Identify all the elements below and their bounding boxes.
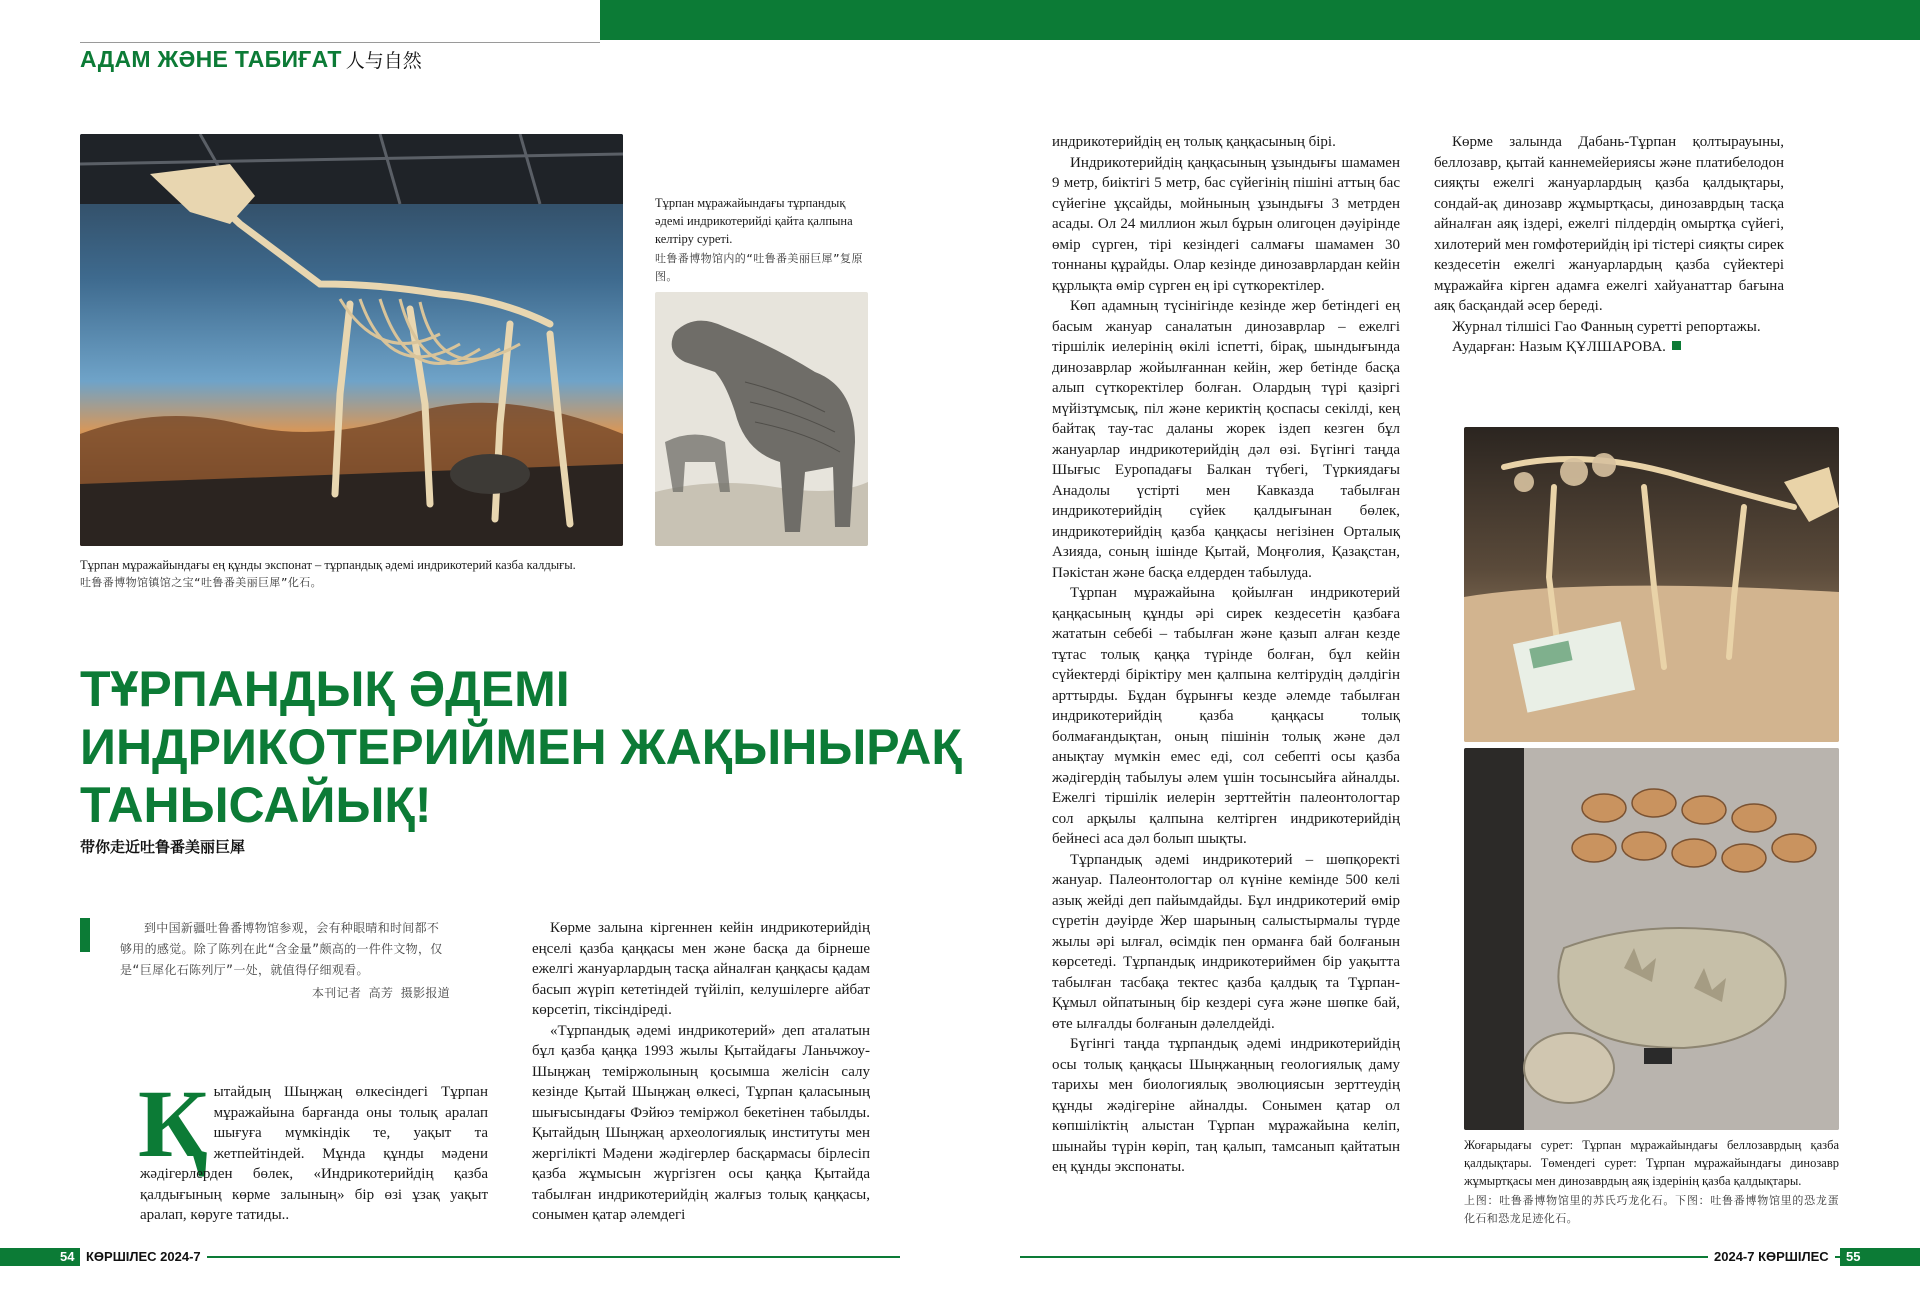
main-photo-caption-kz: Тұрпан мұражайындағы ең құнды экспонат – тұрпандық әдемі индрикотерий казба калдығы. xyxy=(80,558,576,572)
section-title-kz: АДАМ ЖӘНЕ ТАБИҒАТ xyxy=(80,46,342,72)
main-photo-caption xyxy=(80,556,640,592)
byline-cn: 本刊记者 高芳 摄影报道 xyxy=(311,986,450,1000)
body-paragraph: «Тұрпандық әдемі индрикотерий» деп аталатын бұл қазба қаңқа 1993 жылы Қытайдағы Ланьчжоу-Шыңжаң теміржолының қосымша желісін салу кезінде Қытай Шыңжаң өлкесі, Тұрпан қаласының шығысындағы Фэйюэ теміржол бекетінен табылды. Қытайдың Шыңжаң археологиялық институты мен жергілікті Мәдени жәдігерлер басқармасы бірлесіп қазба жұмысын жүргізген осы қаңқа Қытайда табылған индрикотерийдің жалғыз толық қаңқасы, сонымен қатар әлемдегі xyxy=(532,1022,870,1223)
body-paragraph xyxy=(1434,337,1784,358)
body-paragraph: Тұрпандық әдемі индрикотерий – шөпқоректі жануар. Палеонтологтар ол күніне кемінде 500 келі азық жейді деп пайымдайды. Бұл индрикотерий өмір сүретін дәуірде Жер шарының салыстырмалы түрде жылы әрі ылғал, өсімдік пен орманға бай болғанын көрсетеді. Тұрпандық индрикотериймен бір уақытта табылған тасбақа тектес қазба қалдық та Тұрпан-Құмыл ойпатының бір кездері суға және шөпке бай, өте ылғалды болғанын дәлелдейді. xyxy=(1052,851,1400,1032)
lead-accent-bar xyxy=(80,918,90,952)
body-paragraph: Көрме залына кіргеннен кейін индрикотерийдің еңселі қазба қаңқасы мен және басқа да бірнеше ежелгі жануарлардың тасқа айналған қаңқасы қадам басып жүріп кететіндей түйіліп, келушілерге айбат көрсетіп, тіксіндіреді. xyxy=(532,920,870,1018)
page-number-right: 55 xyxy=(1846,1249,1861,1264)
footer-right-label: 2024-7 КӨРШІЛЕС xyxy=(1708,1248,1835,1266)
section-header xyxy=(80,46,422,73)
body-paragraph: Бүгінгі таңда тұрпандық әдемі индрикотерийдің осы толық қаңқасы Шыңжаңның геологиялық даму тарихы мен биологиялық эволюциясын зерттеудің құнды жәдігеріне айналды. Сонымен қатар ол көпшіліктің алыстан Тұрпан мұражайына келіп, шынайы түрін көріп, таң қалып, тамсанып қайтатын ең құнды экспонаты. xyxy=(1052,1036,1400,1175)
article-title-line-2: ИНДРИКОТЕРИЙМЕН ЖАҚЫНЫРАҚ xyxy=(80,719,962,775)
lead-paragraph xyxy=(120,918,450,1004)
article-title-line-1: ТҰРПАНДЫҚ ӘДЕМІ xyxy=(80,661,570,717)
end-mark xyxy=(1672,341,1681,350)
body-column-2 xyxy=(532,918,870,1226)
body-column-3 xyxy=(1052,132,1400,1178)
section-title-cn: 人与自然 xyxy=(345,51,422,72)
illustration-caption-kz: Тұрпан мұражайындағы тұрпандық әдемі индрикотерийді қайта қалпына келтіру суреті. xyxy=(655,196,853,246)
lead-text-cn: 到中国新疆吐鲁番博物馆参观，会有种眼晴和时间都不够用的感觉。除了陈列在此“含金量”颇高的一件件文物，仅是“巨犀化石陈列厅”一处，就值得仔细观看。 xyxy=(120,921,443,977)
body-column-1 xyxy=(138,1070,488,1226)
body-text: ытайдың Шыңжаң өлкесіндегі Тұрпан мұражайына барғанда оны толық аралап шығуға мүмкіндік те, уақыт та жетпейтіндей. Мұнда құнды мәдени жәдігерлерден бөлек, «Индрикотерийдің қазба қалдығының көрме залының» бір өзі ұзақ уақыт аралап, көруге татиды.. xyxy=(140,1084,488,1223)
illustration-caption xyxy=(655,194,875,286)
drop-cap: Қ xyxy=(138,1070,208,1177)
article-subtitle-cn: 带你走近吐鲁番美丽巨犀 xyxy=(80,838,246,856)
body-column-4 xyxy=(1434,132,1784,358)
translator-credit: Аударған: Назым ҚҰЛШАРОВА. xyxy=(1452,339,1666,355)
top-green-bar xyxy=(600,0,1920,40)
article-title xyxy=(80,660,962,834)
body-paragraph: Тұрпан мұражайына қойылған индрикотерий қаңқасының құнды әрі сирек кездесетін қазбаға жататын себебі – табылған және қазып алған кезде тұтас толық қаңқа түрінде болған, бұл кейін сүйектерді біріктіру мен қалпына келтірудің дәлдігін арттырды. Бұдан бұрынғы кезде әлемде табылған индрикотерийдің қазба қаңқасы толық болмағандықтан, оның пішінін толық және дәл анықтау мүмкін емес еді, сол себепті осы қазба жәдігердің табылуы әлем үшін тосынсыйға айналды. Ежелгі тіршілік иелерін зерттейтін палеонтологтар сол арқылы қалпына келтірген индрикотерийдің бейнесі аса дәл болып шықты. xyxy=(1052,585,1400,847)
header-rule xyxy=(80,42,600,43)
page-number-left: 54 xyxy=(60,1249,75,1264)
indricotherium-reconstruction-drawing xyxy=(655,292,868,546)
body-paragraph xyxy=(138,1070,488,1226)
body-paragraph: Журнал тілшісі Гао Фанның суретті репортажы. xyxy=(1452,318,1761,335)
right-photos-caption-cn: 上图：吐鲁番博物馆里的苏氏巧龙化石。下图：吐鲁番博物馆里的恐龙蛋化石和恐龙足迹化石。 xyxy=(1464,1194,1839,1225)
body-paragraph: Көрме залында Дабань-Тұрпан қолтырауыны, беллозавр, қытай каннемейериясы және платибелодон сияқты ежелгі жануарлардың қазба қалдықтары, сондай-ақ динозавр жұмыртқасы, динозаврдың тасқа айналған аяқ іздері, ежелгі пілдердің омыртқа сүйегі, хилотерий мен гомфотерийдің ірі тістері сияқты сирек кездесетін ежелгі жануарлардың қазба сүйектері мұражайға кірген адамға ежелгі хайуанаттар бағына аяқ басқандай әсер береді. xyxy=(1434,134,1784,314)
body-paragraph: индрикотерийдің ең толық қаңқасының бірі. xyxy=(1052,134,1336,150)
article-title-line-3: ТАНЫСАЙЫҚ! xyxy=(80,777,432,833)
right-photos-caption-kz: Жоғарыдағы сурет: Тұрпан мұражайындағы беллозаврдың қазба қалдықтары. Төмендегі сурет: Тұрпан мұражайындағы динозавр жұмыртқасы мен динозаврдың аяқ іздерінің қазба қалдықтары. xyxy=(1464,1138,1839,1188)
main-photo-caption-cn: 吐鲁番博物馆镇馆之宝“吐鲁番美丽巨犀”化石。 xyxy=(80,576,323,589)
dinosaur-skeleton-photo xyxy=(1464,427,1839,742)
dinosaur-eggs-footprint-photo xyxy=(1464,748,1839,1130)
body-paragraph: Көп адамның түсінігінде кезінде жер бетіндегі ең басым жануар саналатын динозаврлар – ежелгі тіршілік иелерінің өкілі іспетті, бірақ, шындығында динозаврлар жойылғаннан кейін, жер бетінде басқа алып сүткоректілер болған. Олардың түрі қазіргі мүйізтұмсық, піл және кериктің қоспасы секілді, кең байтақ тау-тас даланы жорек іздеп кезген бұл жануарлар индрикотерийдің дәл өзі. Бүгінгі таңда Шығыс Еуропадағы Балкан түбегі, Түркиядағы Анадолы үстірті мен Кавказда табылған индрикотерийдің сүйек қалдығынан бөлек, индрикотерийдің қазба қаңқасы негізінен Орталық Азияда, соның ішінде Қытай, Моңғолия, Қазақстан, Пәкістан және басқа елдерден табылуда. xyxy=(1052,298,1400,581)
footer-left-label: КӨРШІЛЕС 2024-7 xyxy=(80,1248,207,1266)
illustration-caption-cn: 吐鲁番博物馆内的“吐鲁番美丽巨犀”复原图。 xyxy=(655,252,863,283)
body-paragraph: Индрикотерийдің қаңқасының ұзындығы шамамен 9 метр, биіктігі 5 метр, бас сүйегінің пішіні аттың бас сүйегіне ұқсайды, мойнының ұзындығы 3 метрден асады. Ол 24 миллион жыл бұрын олигоцен дәуірінде өмір сүрген, тірі кезіндегі салмағы шамамен 30 тоннаны құрайды. Олар кезінде динозаврлардан кейін құрлықта өмір сүрген ең ірі сүткоректілер. xyxy=(1052,154,1400,294)
right-photos-caption xyxy=(1464,1136,1839,1228)
indricotherium-skeleton-photo xyxy=(80,134,623,546)
